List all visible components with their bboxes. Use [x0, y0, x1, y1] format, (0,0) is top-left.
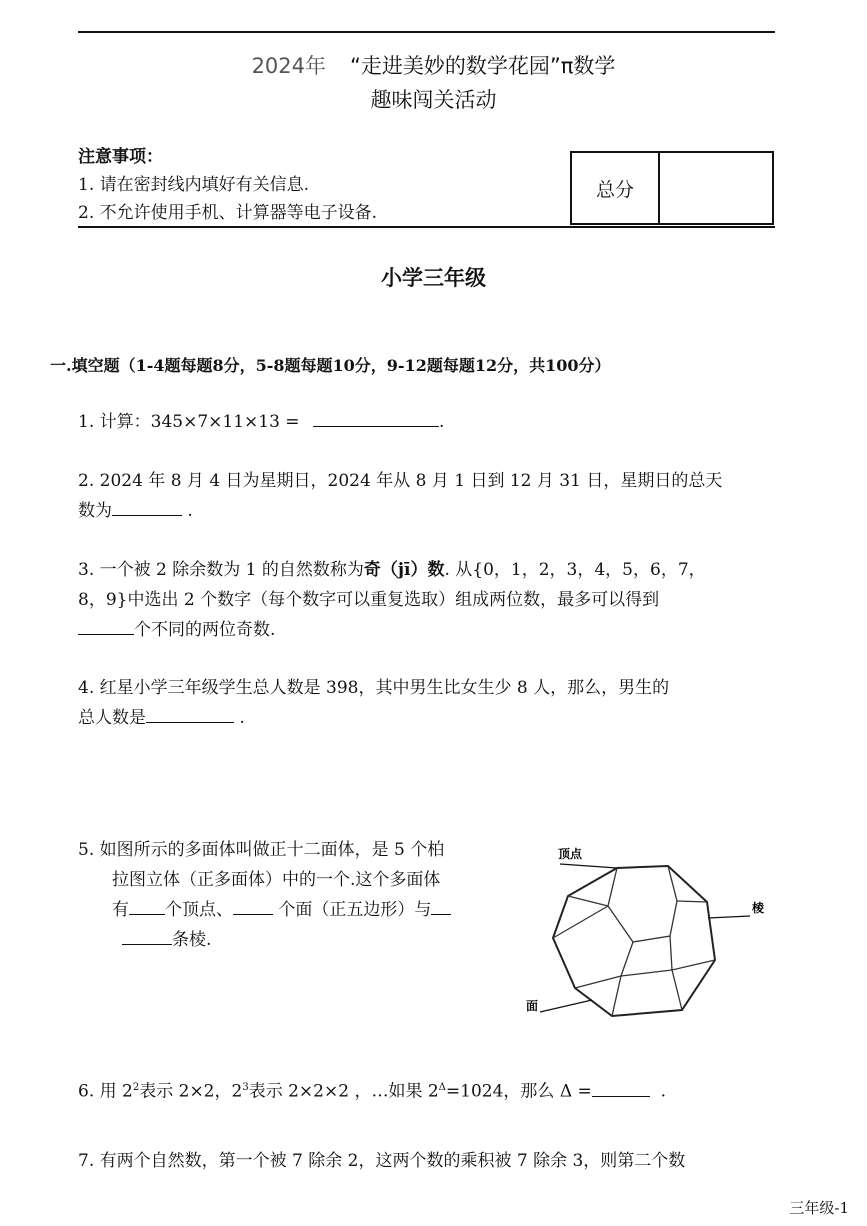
q2-line1: 2. 2024 年 8 月 4 日为星期日，2024 年从 8 月 1 日到 12 月 31 日，星期日的总天: [78, 471, 723, 491]
score-label: 总分: [572, 153, 660, 223]
question-2: [78, 466, 778, 526]
dodecahedron-outline: [553, 866, 715, 1016]
top-rule: [78, 31, 775, 33]
q6-b: 表示 2×2，2: [139, 1081, 243, 1102]
question-4: [78, 673, 778, 733]
notes-rule: [78, 226, 775, 228]
title-year: 2024年: [251, 54, 327, 78]
q6-sup2: 3: [242, 1082, 249, 1093]
q4-answer-blank[interactable]: [146, 704, 234, 723]
q1-end: .: [438, 412, 445, 432]
q3-answer-blank[interactable]: [78, 616, 134, 635]
q3-term: 奇（jī）数: [363, 560, 445, 580]
figure-label-vertex: 顶点: [558, 847, 583, 861]
q5-line3-b: 个顶点、: [165, 900, 233, 920]
q2-end: .: [187, 501, 193, 521]
question-7: [78, 1146, 778, 1176]
q4-line2: 总人数是: [78, 708, 146, 728]
q5-vertex-blank[interactable]: [129, 896, 165, 915]
q2-answer-blank[interactable]: [112, 497, 182, 516]
page-title: [0, 50, 867, 80]
q6-end: .: [660, 1081, 666, 1102]
q5-line3-c: 个面（正五边形）与: [278, 900, 432, 920]
q5-line3-a: 有: [112, 900, 129, 920]
q5-edge-blank[interactable]: [122, 926, 172, 945]
question-5: [78, 835, 508, 955]
label-leaders: [540, 864, 750, 1012]
title-text: “走进美妙的数学花园”π数学: [350, 54, 616, 78]
grade-heading: 小学三年级: [381, 266, 486, 290]
q5-edge-blank-start: [431, 896, 451, 915]
q6-sup1: 2: [132, 1082, 140, 1093]
q4-line1: 4. 红星小学三年级学生总人数是 398，其中男生比女生少 8 人，那么，男生的: [78, 678, 670, 698]
dodecahedron-edges: [553, 866, 715, 1016]
q6-d: =1024，那么 Δ =: [445, 1081, 592, 1102]
question-6: [78, 1073, 778, 1107]
q5-face-blank[interactable]: [233, 896, 273, 915]
q5-line4: 条棱.: [172, 930, 212, 950]
q3-line1-a: 3. 一个被 2 除余数为 1 的自然数称为: [78, 560, 364, 580]
page-footer: 三年级-1: [789, 1199, 849, 1217]
q2-line2: 数为: [78, 501, 112, 521]
dodecahedron-figure: [520, 840, 780, 1025]
score-box: [570, 151, 774, 225]
q1-answer-blank[interactable]: [313, 408, 439, 427]
page-subtitle: 趣味闯关活动: [370, 88, 497, 112]
q3-line3: 个不同的两位奇数.: [134, 620, 276, 640]
score-value-field[interactable]: [660, 153, 772, 223]
q3-line2: 8，9}中选出 2 个数字（每个数字可以重复选取）组成两位数，最多可以得到: [78, 590, 660, 610]
q6-sup3: Δ: [438, 1082, 446, 1093]
q7-line1: 7. 有两个自然数，第一个被 7 除余 2，这两个数的乘积被 7 除余 3，则第二个数: [78, 1151, 686, 1171]
figure-label-face: 面: [526, 999, 539, 1013]
figure-label-edge: 棱: [752, 901, 765, 915]
q6-a: 6. 用 2: [78, 1081, 133, 1102]
note-item: 1. 请在密封线内填好有关信息.: [78, 175, 310, 195]
q3-line1-b: . 从{0，1，2，3，4，5，6，7，: [444, 560, 706, 580]
q6-answer-blank[interactable]: [592, 1078, 650, 1097]
q6-c: 表示 2×2×2 ，…如果 2: [248, 1081, 439, 1102]
question-3: [78, 555, 778, 645]
section-title: 一.填空题（1-4题每题8分，5-8题每题10分，9-12题每题12分，共100分）: [50, 356, 611, 375]
q1-text: 1. 计算：345×7×11×13 =: [78, 412, 300, 432]
notes-block: [78, 143, 377, 227]
q5-line2: 拉图立体（正多面体）中的一个.这个多面体: [112, 870, 441, 890]
q5-line1: 5. 如图所示的多面体叫做正十二面体，是 5 个柏: [78, 840, 445, 860]
notes-heading: 注意事项：: [78, 147, 163, 167]
note-item: 2. 不允许使用手机、计算器等电子设备.: [78, 203, 378, 223]
q4-end: .: [239, 708, 245, 728]
question-1: [78, 407, 778, 437]
